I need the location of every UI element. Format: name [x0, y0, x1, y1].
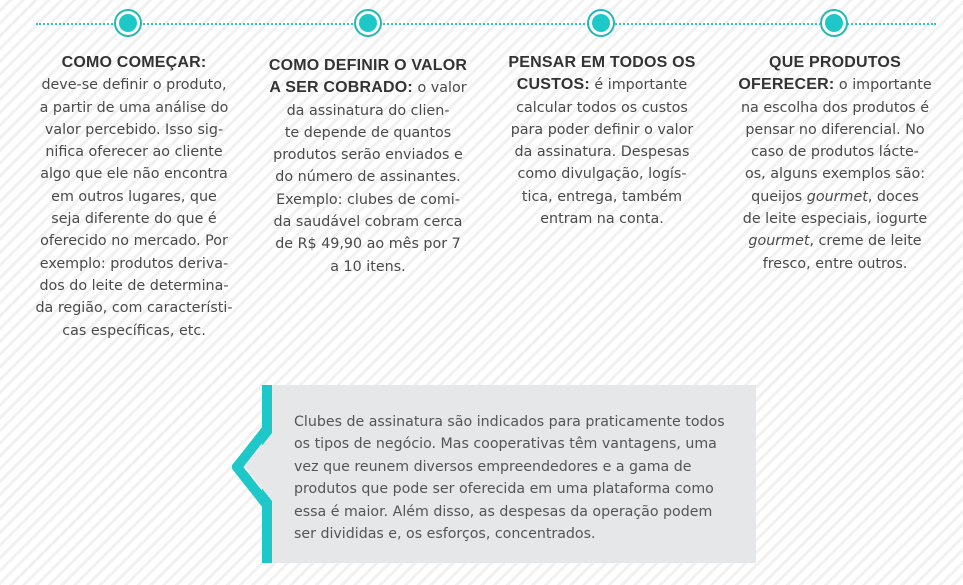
column-heading-line1: QUE PRODUTOS	[769, 54, 901, 71]
callout-line: Clubes de assinatura são indicados para praticamente todos	[294, 414, 725, 430]
text-line: da assinatura do clien-	[286, 102, 450, 119]
column-heading-line1: PENSAR EM TODOS OS	[508, 54, 696, 71]
text-line: deve-se definir o produto,	[41, 77, 227, 94]
callout-chevron-icon	[232, 385, 272, 563]
text-line	[500, 74, 704, 96]
column-heading-line2: CUSTOS:	[516, 76, 590, 94]
column-que-produtos	[732, 52, 938, 275]
callout-box	[262, 385, 756, 563]
text-line: como divulgação, logís-	[517, 166, 687, 183]
column-heading-line1: COMO DEFINIR O VALOR	[268, 57, 468, 74]
text-line: Exemplo: clubes de comi-	[276, 191, 460, 208]
text-line: dos do leite de determina-	[39, 277, 229, 294]
text-line: entram na conta.	[540, 211, 664, 228]
timeline-line	[36, 23, 936, 25]
text-fragment: o importante	[834, 77, 932, 94]
italic-term: gourmet	[806, 188, 868, 205]
callout-text	[294, 411, 754, 545]
timeline-node-1-icon	[114, 9, 142, 37]
column-heading: COMO COMEÇAR:	[61, 54, 207, 71]
callout-line: produtos que pode ser oferecida em uma plataforma como	[294, 481, 714, 498]
callout-line: vez que reunem diversos empreendedores e a gama de	[294, 458, 692, 475]
text-line: tica, entrega, também	[521, 188, 683, 205]
text-line: do número de assinantes.	[275, 169, 461, 186]
callout-line: essa é maior. Além disso, as despesas da operação podem	[294, 503, 713, 520]
timeline-node-2-icon	[354, 9, 382, 37]
text-line	[732, 186, 938, 208]
text-fragment: queijos	[751, 188, 807, 205]
text-line: na escolha dos produtos é	[740, 99, 930, 116]
text-line: da assinatura. Despesas	[514, 144, 690, 161]
text-line	[260, 77, 476, 99]
text-fragment: , doces	[867, 188, 919, 205]
column-como-comecar	[28, 52, 240, 342]
text-line	[732, 230, 938, 252]
text-line: pensar no diferencial. No	[745, 121, 925, 138]
text-line: oferecido no mercado. Por	[40, 233, 228, 250]
text-line: a 10 itens.	[330, 258, 406, 275]
text-line: de leite especiais, iogurte	[742, 211, 928, 228]
text-line: exemplo: produtos deriva-	[39, 255, 229, 272]
callout-line: os tipos de negócio. Mas cooperativas têm vantagens, uma	[294, 436, 717, 453]
text-line: para poder definir o valor	[510, 121, 694, 138]
column-como-definir-valor	[260, 55, 476, 278]
text-line: calcular todos os custos	[516, 99, 688, 116]
text-line: nifica oferecer ao cliente	[45, 144, 223, 161]
text-line: cas específicas, etc.	[62, 322, 206, 339]
text-line: te depende de quantos	[284, 124, 452, 141]
callout-line: ser divididas e, os esforços, concentrados.	[294, 526, 596, 543]
text-line: a partir de uma análise do	[39, 99, 229, 116]
text-line: produtos serão enviados e	[273, 147, 463, 164]
text-line: da saudável cobram cerca	[273, 214, 463, 231]
text-line: valor percebido. Isso sig-	[44, 121, 224, 138]
column-heading-line2: A SER COBRADO:	[269, 79, 413, 97]
text-line: seja diferente do que é	[51, 211, 217, 228]
text-line: fresco, entre outros.	[762, 255, 908, 272]
column-pensar-custos	[500, 52, 704, 230]
text-line: caso de produtos lácte-	[751, 144, 919, 161]
timeline-node-4-icon	[820, 9, 848, 37]
text-line: da região, com característi-	[35, 300, 233, 317]
text-line: em outros lugares, que	[51, 188, 217, 205]
text-fragment: é importante	[589, 77, 688, 94]
text-line: algo que ele não encontra	[40, 166, 228, 183]
text-line: os, alguns exemplos são:	[744, 166, 926, 183]
timeline-node-3-icon	[587, 9, 615, 37]
text-fragment: , creme de leite	[809, 233, 922, 250]
text-line: de R$ 49,90 ao mês por 7	[275, 236, 461, 253]
italic-term: gourmet	[748, 233, 810, 250]
text-fragment: o valor	[412, 80, 467, 97]
column-heading-line2: OFERECER:	[738, 76, 835, 94]
text-line	[732, 74, 938, 96]
